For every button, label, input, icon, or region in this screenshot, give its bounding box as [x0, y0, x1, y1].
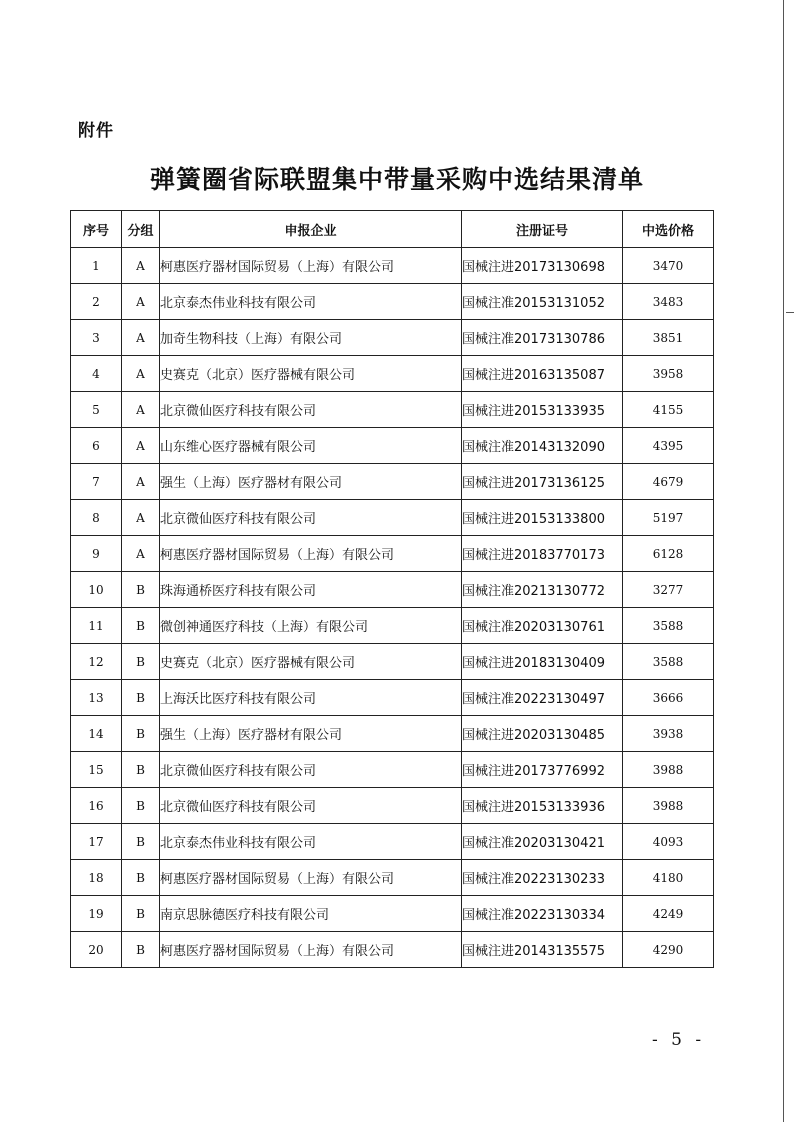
cell-no: 15 — [71, 752, 122, 788]
cell-no: 2 — [71, 284, 122, 320]
cell-registration: 国械注进20153133936 — [462, 788, 623, 824]
cell-enterprise: 北京微仙医疗科技有限公司 — [160, 752, 462, 788]
cell-registration: 国械注进20173130698 — [462, 248, 623, 284]
results-table — [70, 210, 714, 968]
cell-group: B — [122, 860, 160, 896]
cell-price: 5197 — [623, 500, 714, 536]
table-row — [71, 392, 714, 428]
cell-no: 11 — [71, 608, 122, 644]
cell-no: 8 — [71, 500, 122, 536]
cell-no: 6 — [71, 428, 122, 464]
table-row — [71, 536, 714, 572]
cell-price: 4290 — [623, 932, 714, 968]
header-group: 分组 — [122, 211, 160, 248]
cell-no: 14 — [71, 716, 122, 752]
header-registration: 注册证号 — [462, 211, 623, 248]
document-title: 弹簧圈省际联盟集中带量采购中选结果清单 — [149, 165, 644, 194]
attachment-label: 附件 — [78, 121, 114, 141]
cell-enterprise: 北京微仙医疗科技有限公司 — [160, 500, 462, 536]
cell-registration: 国械注进20153133935 — [462, 392, 623, 428]
cell-group: A — [122, 536, 160, 572]
cell-enterprise: 北京微仙医疗科技有限公司 — [160, 788, 462, 824]
cell-enterprise: 北京泰杰伟业科技有限公司 — [160, 824, 462, 860]
cell-group: A — [122, 356, 160, 392]
cell-group: B — [122, 644, 160, 680]
cell-enterprise: 柯惠医疗器材国际贸易（上海）有限公司 — [160, 536, 462, 572]
table-row — [71, 284, 714, 320]
cell-enterprise: 强生（上海）医疗器材有限公司 — [160, 716, 462, 752]
cell-registration: 国械注准20173130786 — [462, 320, 623, 356]
table-header-row — [71, 211, 714, 248]
table-row — [71, 428, 714, 464]
cell-group: A — [122, 284, 160, 320]
cell-enterprise: 史赛克（北京）医疗器械有限公司 — [160, 644, 462, 680]
cell-group: A — [122, 464, 160, 500]
cell-enterprise: 加奇生物科技（上海）有限公司 — [160, 320, 462, 356]
table-row — [71, 500, 714, 536]
header-enterprise: 申报企业 — [160, 211, 462, 248]
cell-enterprise: 史赛克（北京）医疗器械有限公司 — [160, 356, 462, 392]
cell-group: B — [122, 608, 160, 644]
table-row — [71, 716, 714, 752]
table-row — [71, 680, 714, 716]
table-row — [71, 860, 714, 896]
cell-group: A — [122, 320, 160, 356]
table-row — [71, 464, 714, 500]
cell-price: 3483 — [623, 284, 714, 320]
cell-group: A — [122, 428, 160, 464]
table-row — [71, 320, 714, 356]
cell-group: B — [122, 572, 160, 608]
cell-price: 3470 — [623, 248, 714, 284]
cell-price: 3958 — [623, 356, 714, 392]
cell-registration: 国械注准20213130772 — [462, 572, 623, 608]
cell-price: 4180 — [623, 860, 714, 896]
cell-enterprise: 微创神通医疗科技（上海）有限公司 — [160, 608, 462, 644]
cell-price: 3938 — [623, 716, 714, 752]
cell-registration: 国械注进20173776992 — [462, 752, 623, 788]
table-row — [71, 356, 714, 392]
cell-registration: 国械注准20223130497 — [462, 680, 623, 716]
table-body — [71, 248, 714, 968]
cell-registration: 国械注进20183130409 — [462, 644, 623, 680]
cell-enterprise: 北京微仙医疗科技有限公司 — [160, 392, 462, 428]
cell-no: 5 — [71, 392, 122, 428]
cell-enterprise: 山东维心医疗器械有限公司 — [160, 428, 462, 464]
cell-group: B — [122, 752, 160, 788]
cell-enterprise: 南京思脉德医疗科技有限公司 — [160, 896, 462, 932]
cell-no: 16 — [71, 788, 122, 824]
header-price: 中选价格 — [623, 211, 714, 248]
table-row — [71, 788, 714, 824]
cell-group: B — [122, 896, 160, 932]
cell-registration: 国械注准20143132090 — [462, 428, 623, 464]
cell-price: 3588 — [623, 608, 714, 644]
cell-price: 4155 — [623, 392, 714, 428]
cell-registration: 国械注准20223130233 — [462, 860, 623, 896]
cell-no: 10 — [71, 572, 122, 608]
cell-enterprise: 北京泰杰伟业科技有限公司 — [160, 284, 462, 320]
table-row — [71, 752, 714, 788]
cell-no: 1 — [71, 248, 122, 284]
cell-enterprise: 柯惠医疗器材国际贸易（上海）有限公司 — [160, 860, 462, 896]
cell-no: 13 — [71, 680, 122, 716]
cell-enterprise: 强生（上海）医疗器材有限公司 — [160, 464, 462, 500]
cell-registration: 国械注进20153133800 — [462, 500, 623, 536]
cell-registration: 国械注进20203130485 — [462, 716, 623, 752]
cell-registration: 国械注准20203130421 — [462, 824, 623, 860]
header-no: 序号 — [71, 211, 122, 248]
cell-price: 6128 — [623, 536, 714, 572]
cell-no: 20 — [71, 932, 122, 968]
cell-group: B — [122, 680, 160, 716]
cell-price: 3851 — [623, 320, 714, 356]
table-row — [71, 644, 714, 680]
cell-price: 3666 — [623, 680, 714, 716]
cell-price: 3988 — [623, 788, 714, 824]
scan-edge-tick — [786, 312, 794, 313]
cell-registration: 国械注准20153131052 — [462, 284, 623, 320]
cell-price: 4395 — [623, 428, 714, 464]
cell-registration: 国械注进20173136125 — [462, 464, 623, 500]
cell-price: 3277 — [623, 572, 714, 608]
cell-group: B — [122, 824, 160, 860]
table-row — [71, 572, 714, 608]
cell-registration: 国械注进20143135575 — [462, 932, 623, 968]
cell-no: 17 — [71, 824, 122, 860]
table-row — [71, 824, 714, 860]
cell-price: 4679 — [623, 464, 714, 500]
cell-group: B — [122, 788, 160, 824]
table-row — [71, 896, 714, 932]
cell-enterprise: 柯惠医疗器材国际贸易（上海）有限公司 — [160, 932, 462, 968]
cell-no: 7 — [71, 464, 122, 500]
cell-group: A — [122, 500, 160, 536]
cell-no: 9 — [71, 536, 122, 572]
scan-edge-line — [783, 0, 784, 1122]
cell-registration: 国械注进20163135087 — [462, 356, 623, 392]
cell-registration: 国械注准20203130761 — [462, 608, 623, 644]
cell-group: A — [122, 392, 160, 428]
cell-group: B — [122, 932, 160, 968]
cell-group: A — [122, 248, 160, 284]
cell-price: 4093 — [623, 824, 714, 860]
cell-price: 4249 — [623, 896, 714, 932]
cell-no: 12 — [71, 644, 122, 680]
cell-no: 4 — [71, 356, 122, 392]
cell-group: B — [122, 716, 160, 752]
cell-price: 3988 — [623, 752, 714, 788]
cell-enterprise: 上海沃比医疗科技有限公司 — [160, 680, 462, 716]
cell-enterprise: 柯惠医疗器材国际贸易（上海）有限公司 — [160, 248, 462, 284]
cell-enterprise: 珠海通桥医疗科技有限公司 — [160, 572, 462, 608]
table-row — [71, 248, 714, 284]
page-number: - 5 - — [652, 1030, 706, 1050]
cell-no: 18 — [71, 860, 122, 896]
cell-registration: 国械注进20183770173 — [462, 536, 623, 572]
table-row — [71, 932, 714, 968]
cell-no: 19 — [71, 896, 122, 932]
cell-price: 3588 — [623, 644, 714, 680]
cell-no: 3 — [71, 320, 122, 356]
table-row — [71, 608, 714, 644]
cell-registration: 国械注准20223130334 — [462, 896, 623, 932]
